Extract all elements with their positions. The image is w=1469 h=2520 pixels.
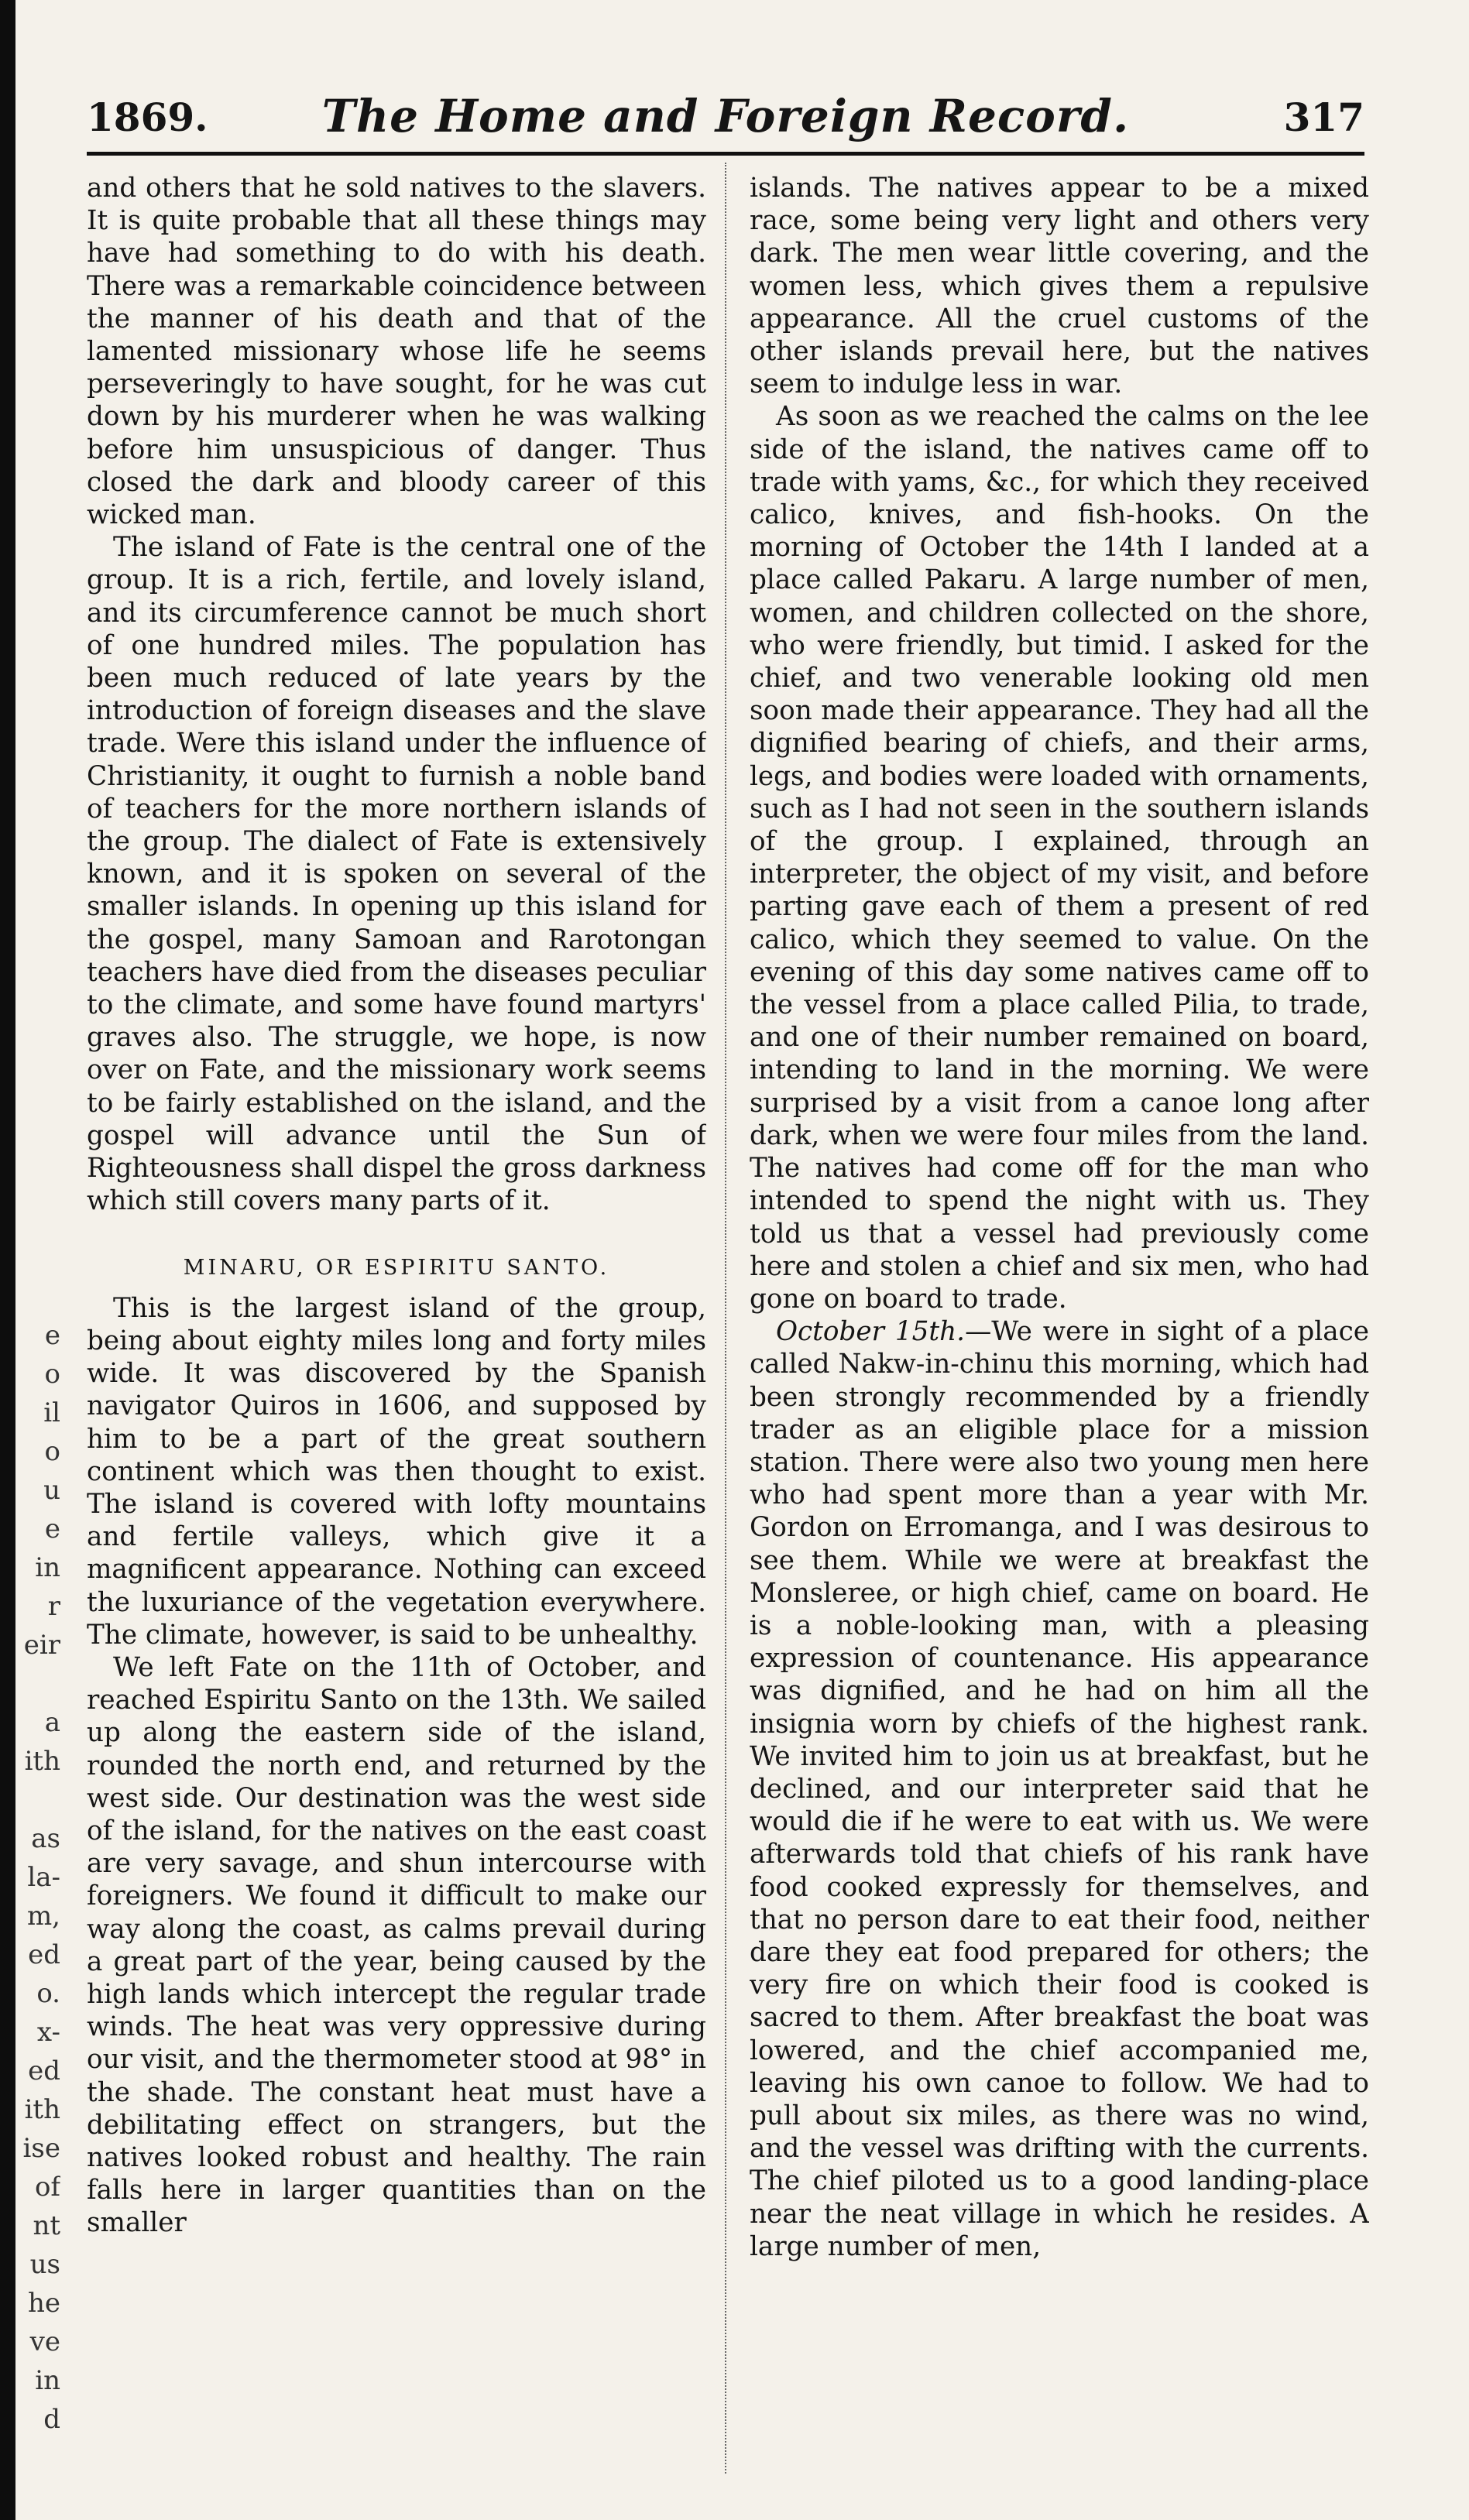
paragraph: We left Fate on the 11th of October, and reached Espiritu Santo on the 13th. We sailed up along the eastern side of the island, rounded the north end, and returned by the west side. Our destination was the west side of the island, for the natives on the east coast are very savage, and shun intercourse with foreigners. We found it difficult to make our way along the coast, as calms prevail during a great part of the year, being caused by the high lands which intercept the regular trade winds. The heat was very oppressive during our visit, and the thermometer stood at 98° in the shade. The constant heat must have a debilitating effect on strangers, but the natives looked robust and healthy. The rain falls here in larger quantities than on the smaller xyxy=(87,1651,706,2239)
margin-fragment: o. xyxy=(36,1978,60,2009)
paragraph-text: —We were in sight of a place called Nakw-in-chinu this morning, which had been strongly recommended by a friendly trader as an eligible place for a mission station. There were also two young men here who had spent more than a year with Mr. Gordon on Erromanga, and I was desirous to see them. While we were at breakfast the Monsleree, or high chief, came on board. He is a noble-looking man, with a pleasing expression of countenance. His appearance was dignified, and he had on him all the insignia worn by chiefs of the highest rank. We invited him to join us at breakfast, but he declined, and our interpreter said that he would die if he were to eat with us. We were afterwards told that chiefs of his rank have food cooked expressly for themselves, and that no person dare to eat their food, neither dare they eat food prepared for others; the very fire on which their food is cooked is sacred to them. After breakfast the boat was lowered, and the chief accompanied me, leaving his own canoe to follow. We had to pull about six miles, as there was no wind, and the vessel was drifting with the currents. The chief piloted us to a good landing-place near the neat village in which he resides. A large number of men, xyxy=(750,1316,1369,2262)
margin-fragment: ith xyxy=(24,2094,60,2125)
margin-fragment: eir xyxy=(23,1630,60,1661)
margin-fragment: x- xyxy=(36,2017,60,2048)
column-divider xyxy=(725,163,726,2474)
margin-fragment: ed xyxy=(28,2055,60,2086)
margin-fragment: ith xyxy=(24,1746,60,1777)
facing-page-fragments xyxy=(17,1316,60,2439)
margin-fragment: ed xyxy=(28,1939,60,1970)
margin-fragment: il xyxy=(43,1397,60,1428)
margin-fragment: a xyxy=(44,1707,60,1738)
section-heading: MINARU, OR ESPIRITU SANTO. xyxy=(183,1255,610,1280)
paragraph: As soon as we reached the calms on the lee side of the island, the natives came off to trade with yams, &c., for which they received calico, knives, and fish-hooks. On the morning of October the 14th I landed at a place called Pakaru. A large number of men, women, and children collected on the shore, who were friendly, but timid. I asked for the chief, and two venerable looking old men soon made their appearance. They had all the dignified bearing of chiefs, and their arms, legs, and bodies were loaded with ornaments, such as I had not seen in the southern islands of the group. I explained, through an interpreter, the object of my visit, and before parting gave each of them a present of red calico, which they seemed to value. On the evening of this day some natives came off to the vessel from a place called Pilia, to trade, and one of their number remained on board, intending to land in the morning. We were surprised by a visit from a canoe long after dark, when we were four miles from the land. The natives had come off for the man who intended to spend the night with us. They told us that a vessel had previously come here and stolen a chief and six men, who had gone on board to trade. xyxy=(750,401,1369,1315)
left-column xyxy=(87,172,706,2479)
header-rule xyxy=(87,152,1364,156)
paragraph: and others that he sold natives to the slavers. It is quite probable that all these things may have had something to do with his death. There was a remarkable coincidence between the manner of his death and that of the lamented missionary whose life he seems perseveringly to have sought, for he was cut down by his murderer when he was walking before him unsuspicious of danger. Thus closed the dark and bloody career of this wicked man. xyxy=(87,173,706,531)
page-year: 1869. xyxy=(87,94,208,140)
journal-title: The Home and Foreign Record. xyxy=(321,90,1130,142)
right-column xyxy=(750,172,1369,2479)
margin-fragment: e xyxy=(44,1320,60,1351)
running-header xyxy=(87,90,1364,152)
margin-fragment: u xyxy=(43,1475,60,1506)
margin-fragment: la- xyxy=(27,1862,60,1893)
margin-fragment: e xyxy=(44,1514,60,1545)
margin-fragment: in xyxy=(35,1552,60,1583)
paragraph: islands. The natives appear to be a mixed race, some being very light and others very dark. The men wear little covering, and the women less, which gives them a repulsive appearance. All the cruel customs of the other islands prevail here, but the natives seem to indulge less in war. xyxy=(750,173,1369,400)
margin-fragment: d xyxy=(43,2404,60,2435)
margin-fragment: o xyxy=(44,1436,60,1467)
page-number: 317 xyxy=(1283,94,1364,140)
binding-edge xyxy=(0,0,15,2520)
margin-fragment: o xyxy=(44,1359,60,1390)
margin-fragment xyxy=(17,1665,60,1703)
margin-fragment: nt xyxy=(33,2210,60,2241)
paragraph: This is the largest island of the group, being about eighty miles long and forty miles wide. It was discovered by the Spanish navigator Quiros in 1606, and supposed by him to be a part of the great southern continent which was then thought to exist. The island is covered with lofty mountains and fertile valleys, which give it a magnificent appearance. Nothing can exceed the luxuriance of the vegetation everywhere. The climate, however, is said to be unhealthy. xyxy=(87,1292,706,1651)
margin-fragment: of xyxy=(34,2172,60,2203)
margin-fragment: us xyxy=(29,2249,60,2280)
dateline: October 15th. xyxy=(776,1316,966,1348)
dated-paragraph xyxy=(750,1315,1369,2263)
margin-fragment xyxy=(17,1781,60,1819)
paragraph: The island of Fate is the central one of the group. It is a rich, fertile, and lovely island, and its circumference cannot be much short of one hundred miles. The population has been much reduced of late years by the introduction of foreign diseases and the slave trade. Were this island under the influence of Christianity, it ought to furnish a noble band of teachers for the more northern islands of the group. The dialect of Fate is extensively known, and it is spoken on several of the smaller islands. In opening up this island for the gospel, many Samoan and Rarotongan teachers have died from the diseases peculiar to the climate, and some have found martyrs' graves also. The struggle, we hope, is now over on Fate, and the missionary work seems to be fairly established on the island, and the gospel will advance until the Sun of Righteousness shall dispel the gross darkness which still covers many parts of it. xyxy=(87,532,706,1217)
margin-fragment: m, xyxy=(26,1901,60,1932)
margin-fragment: ve xyxy=(29,2326,60,2357)
margin-fragment: in xyxy=(35,2365,60,2396)
margin-fragment: ise xyxy=(22,2133,60,2164)
margin-fragment: he xyxy=(27,2288,60,2319)
margin-fragment: r xyxy=(47,1591,60,1622)
margin-fragment: as xyxy=(31,1823,60,1854)
